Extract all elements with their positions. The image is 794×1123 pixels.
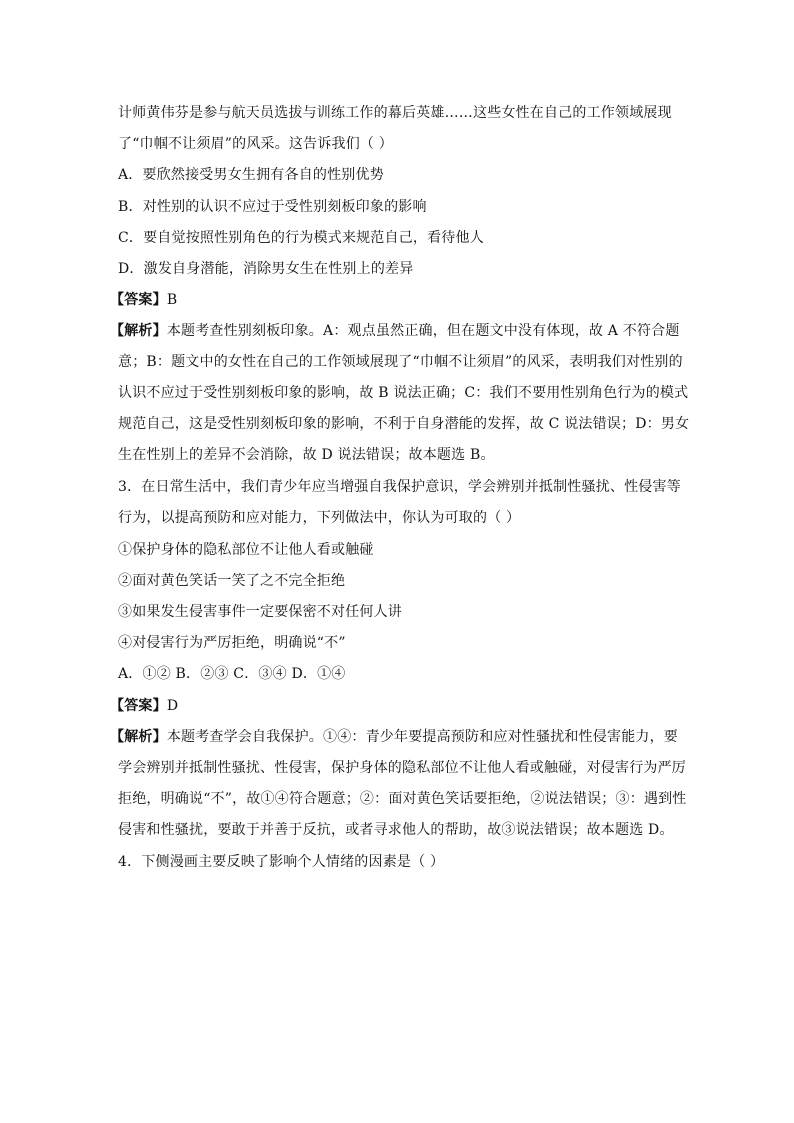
analysis-label: 【解析】 <box>110 729 167 745</box>
statement-1: ①保护身体的隐私部位不让他人看或触碰 <box>118 542 374 558</box>
answer-value: B <box>166 292 178 308</box>
analysis-line-q2-3: 认识不应过于受性别刻板印象的影响，故 B 说法正确；C：我们不要用性别角色行为的模式 <box>118 385 689 401</box>
question-2-stem-line-2: 了“巾帼不让须眉”的风采。这告诉我们（ ） <box>118 136 393 152</box>
analysis-line-q3-1 <box>110 727 678 747</box>
options-q3: A．①② B．②③ C．③④ D．①④ <box>118 666 346 682</box>
analysis-text: 本题考查性别刻板印象。A：观点虽然正确，但在题文中没有体现，故 A 不符合题 <box>166 323 680 339</box>
option-b: B．对性别的认识不应过于受性别刻板印象的影响 <box>118 199 427 215</box>
analysis-text: 本题考查学会自我保护。①④：青少年要提高预防和应对性骚扰和性侵害能力，要 <box>166 729 679 745</box>
answer-line-q3 <box>110 696 178 716</box>
question-2-stem-line-1: 计师黄伟芬是参与航天员选拔与训练工作的幕后英雄……这些女性在自己的工作领域展现 <box>118 105 672 121</box>
question-3-stem-line-2: 行为，以提高预防和应对能力，下列做法中，你认为可取的（ ） <box>118 510 521 526</box>
analysis-label: 【解析】 <box>110 323 167 339</box>
analysis-line-q3-3: 拒绝，明确说“不”，故①④符合题意；②：面对黄色笑话要拒绝，②说法错误；③：遇到性 <box>118 791 687 807</box>
analysis-line-q2-1 <box>110 321 680 341</box>
answer-line-q2 <box>110 290 177 310</box>
analysis-line-q2-4: 规范自己，这是受性别刻板印象的影响，不利于自身潜能的发挥，故 C 说法错误；D：男女 <box>118 416 690 432</box>
option-d: D．激发自身潜能，消除男女生在性别上的差异 <box>118 261 414 277</box>
analysis-line-q3-4: 侵害和性骚扰，要敢于并善于反抗，或者寻求他人的帮助，故③说法错误；故本题选 D。 <box>118 822 674 838</box>
option-a: A．要欣然接受男女生拥有各自的性别优势 <box>118 167 384 183</box>
answer-label: 【答案】 <box>110 698 167 714</box>
statement-3: ③如果发生侵害事件一定要保密不对任何人讲 <box>118 604 402 620</box>
statement-4: ④对侵害行为严厉拒绝，明确说“不” <box>118 635 346 651</box>
answer-value: D <box>166 698 179 714</box>
question-3-stem-line-1: 3．在日常生活中，我们青少年应当增强自我保护意识，学会辨别并抵制性骚扰、性侵害等 <box>118 479 681 495</box>
analysis-line-q2-2: 意；B：题文中的女性在自己的工作领域展现了“巾帼不让须眉”的风采，表明我们对性别的 <box>118 354 683 370</box>
statement-2: ②面对黄色笑话一笑了之不完全拒绝 <box>118 573 346 589</box>
analysis-line-q3-2: 学会辨别并抵制性骚扰、性侵害，保护身体的隐私部位不让他人看或触碰，对侵害行为严厉 <box>118 760 686 776</box>
question-4-stem: 4．下侧漫画主要反映了影响个人情绪的因素是（ ） <box>118 854 445 870</box>
answer-label: 【答案】 <box>110 292 167 308</box>
analysis-line-q2-5: 生在性别上的差异不会消除，故 D 说法错误；故本题选 B。 <box>118 447 495 463</box>
option-c: C．要自觉按照性别角色的行为模式来规范自己，看待他人 <box>118 230 484 246</box>
